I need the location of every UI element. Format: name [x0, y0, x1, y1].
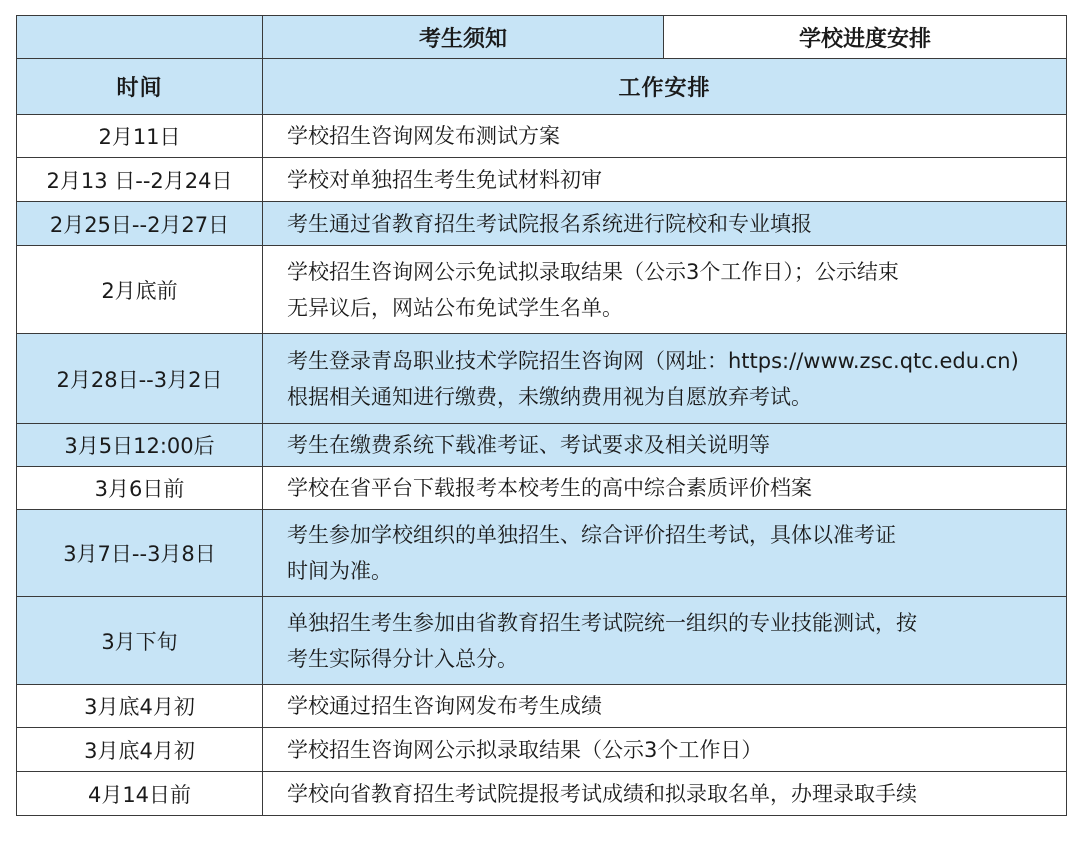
- work-line: 学校在省平台下载报考本校考生的高中综合素质评价档案: [287, 476, 812, 500]
- header-work: 工作安排: [263, 59, 1067, 115]
- row-work: [263, 597, 1067, 685]
- schedule-table: [16, 15, 1067, 816]
- work-line: 时间为准。: [287, 559, 392, 583]
- work-line: 学校对单独招生考生免试材料初审: [287, 167, 602, 192]
- work-line: 考生参加学校组织的单独招生、综合评价招生考试，具体以准考证: [287, 523, 896, 547]
- work-line: 学校向省教育招生考试院提报考试成绩和拟录取名单，办理录取手续: [287, 781, 917, 806]
- work-line: 学校招生咨询网公示免试拟录取结果（公示3个工作日）；公示结束: [287, 259, 899, 284]
- row-work: [263, 467, 1067, 510]
- work-line: 考生实际得分计入总分。: [287, 646, 518, 671]
- schedule-row: [17, 246, 1067, 334]
- row-work: [263, 728, 1067, 772]
- work-line: 单独招生考生参加由省教育招生考试院统一组织的专业技能测试，按: [287, 610, 917, 635]
- row-time: 2月11日: [17, 115, 263, 158]
- row-time: 3月底4月初: [17, 685, 263, 728]
- tab-row: [17, 16, 1067, 59]
- row-time: 3月下旬: [17, 597, 263, 685]
- tab-exam-notice[interactable]: 考生须知: [263, 16, 664, 58]
- work-line: 学校通过招生咨询网发布考生成绩: [287, 694, 602, 718]
- tab-school-schedule[interactable]: 学校进度安排: [664, 16, 1067, 58]
- work-line: 考生在缴费系统下载准考证、考试要求及相关说明等: [287, 433, 770, 457]
- schedule-row: [17, 728, 1067, 772]
- schedule-row: [17, 685, 1067, 728]
- row-work: [263, 246, 1067, 334]
- tab-corner: [17, 16, 263, 59]
- row-work: [263, 685, 1067, 728]
- schedule-sheet: [16, 15, 1066, 816]
- work-line: 学校招生咨询网公示拟录取结果（公示3个工作日）: [287, 737, 763, 762]
- schedule-row: [17, 772, 1067, 816]
- schedule-row: [17, 202, 1067, 246]
- schedule-row: [17, 424, 1067, 467]
- row-work: [263, 334, 1067, 424]
- schedule-row: [17, 158, 1067, 202]
- header-time: 时间: [17, 59, 263, 115]
- row-time: 3月7日--3月8日: [17, 510, 263, 597]
- schedule-row: [17, 115, 1067, 158]
- header-row: [17, 59, 1067, 115]
- row-work: [263, 772, 1067, 816]
- work-line: 考生登录青岛职业技术学院招生咨询网（网址：https://www.zsc.qtc.edu.cn): [287, 348, 1019, 373]
- row-time: 3月底4月初: [17, 728, 263, 772]
- work-line: 无异议后，网站公布免试学生名单。: [287, 295, 623, 320]
- schedule-row: [17, 510, 1067, 597]
- row-time: 3月5日12:00后: [17, 424, 263, 467]
- work-line: 学校招生咨询网发布测试方案: [287, 124, 560, 148]
- schedule-row: [17, 334, 1067, 424]
- row-time: 2月底前: [17, 246, 263, 334]
- row-time: 2月13 日--2月24日: [17, 158, 263, 202]
- work-line: 考生通过省教育招生考试院报名系统进行院校和专业填报: [287, 211, 812, 236]
- schedule-row: [17, 597, 1067, 685]
- row-work: [263, 115, 1067, 158]
- row-work: [263, 158, 1067, 202]
- row-time: 2月25日--2月27日: [17, 202, 263, 246]
- row-time: 2月28日--3月2日: [17, 334, 263, 424]
- row-time: 4月14日前: [17, 772, 263, 816]
- row-work: [263, 202, 1067, 246]
- row-work: [263, 424, 1067, 467]
- work-line: 根据相关通知进行缴费，未缴纳费用视为自愿放弃考试。: [287, 384, 812, 409]
- row-time: 3月6日前: [17, 467, 263, 510]
- schedule-row: [17, 467, 1067, 510]
- row-work: [263, 510, 1067, 597]
- tab-bar: [263, 16, 1067, 59]
